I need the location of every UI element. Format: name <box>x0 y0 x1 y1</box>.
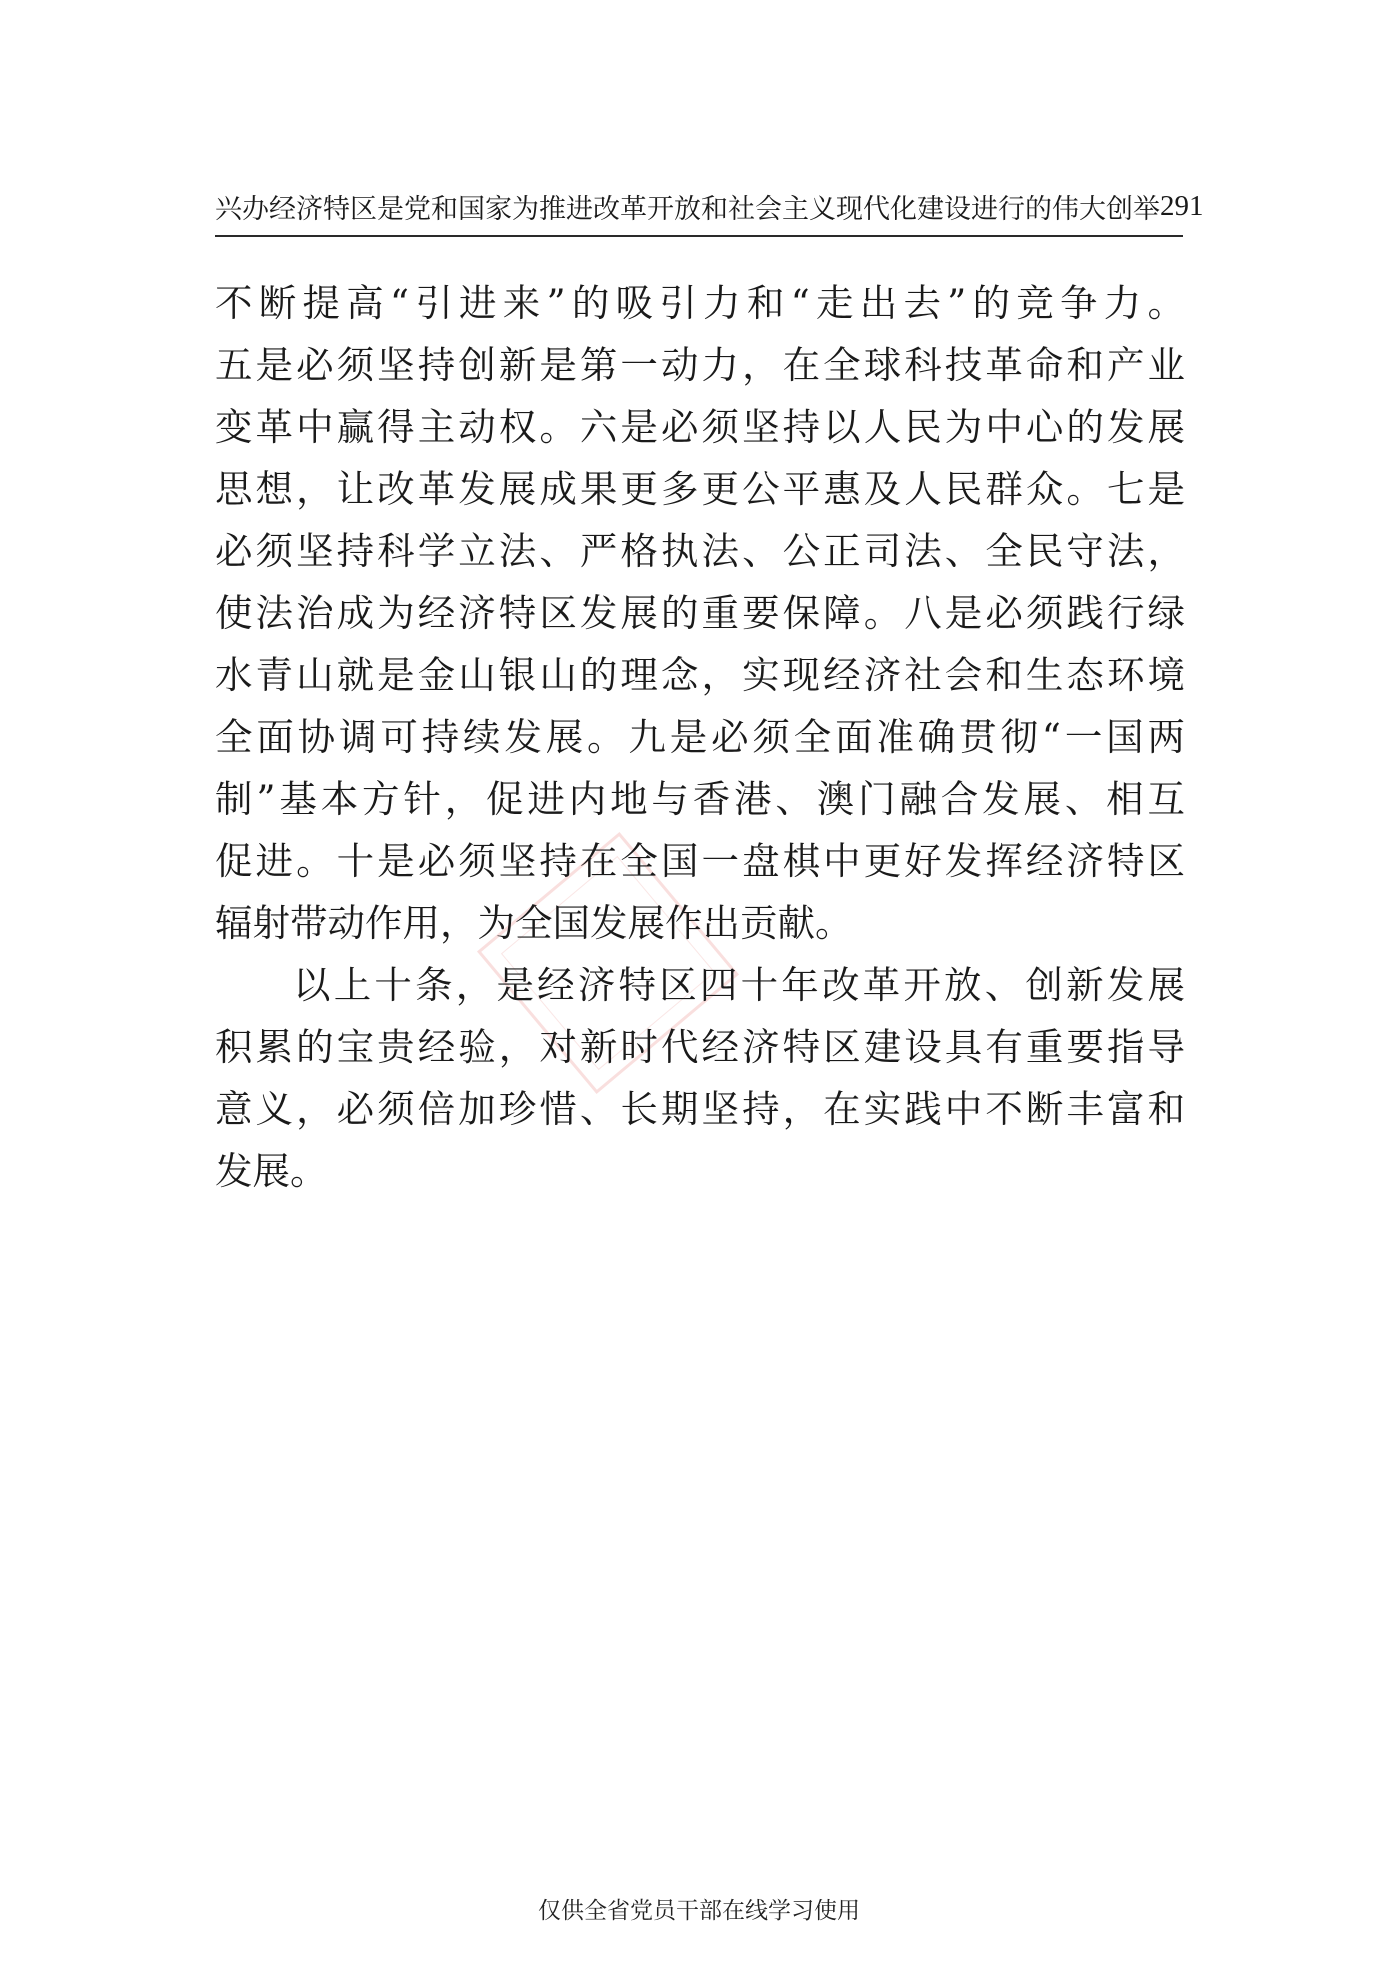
body-text <box>215 272 1185 1202</box>
body-line: 制”基本方针，促进内地与香港、澳门融合发展、相互 <box>215 777 1185 821</box>
body-line: 使法治成为经济特区发展的重要保障。八是必须践行绿 <box>215 591 1185 635</box>
body-line: 促进。十是必须坚持在全国一盘棋中更好发挥经济特区 <box>215 839 1185 883</box>
body-line: 五是必须坚持创新是第一动力，在全球科技革命和产业 <box>215 343 1185 387</box>
running-header-title: 兴办经济特区是党和国家为推进改革开放和社会主义现代化建设进行的伟大创举 <box>215 193 1160 225</box>
body-line: 思想，让改革发展成果更多更公平惠及人民群众。七是 <box>215 467 1185 511</box>
page-number: 291 <box>1160 189 1204 222</box>
body-line: 积累的宝贵经验，对新时代经济特区建设具有重要指导 <box>215 1025 1185 1069</box>
body-line: 变革中赢得主动权。六是必须坚持以人民为中心的发展 <box>215 405 1185 449</box>
footer-notice: 仅供全省党员干部在线学习使用 <box>538 1898 860 1924</box>
running-header <box>215 184 1204 228</box>
body-line: 必须坚持科学立法、严格执法、公正司法、全民守法， <box>215 529 1185 573</box>
body-line: 不断提高“引进来”的吸引力和“走出去”的竞争力。 <box>215 281 1185 325</box>
body-line: 全面协调可持续发展。九是必须全面准确贯彻“一国两 <box>215 715 1185 759</box>
paragraph-start-line: 以上十条，是经济特区四十年改革开放、创新发展 <box>293 963 1185 1007</box>
body-line: 水青山就是金山银山的理念，实现经济社会和生态环境 <box>215 653 1185 697</box>
body-line: 辐射带动作用，为全国发展作出贡献。 <box>215 901 853 945</box>
header-divider <box>215 235 1183 237</box>
body-line: 发展。 <box>215 1149 328 1193</box>
body-line: 意义，必须倍加珍惜、长期坚持，在实践中不断丰富和 <box>215 1087 1185 1131</box>
